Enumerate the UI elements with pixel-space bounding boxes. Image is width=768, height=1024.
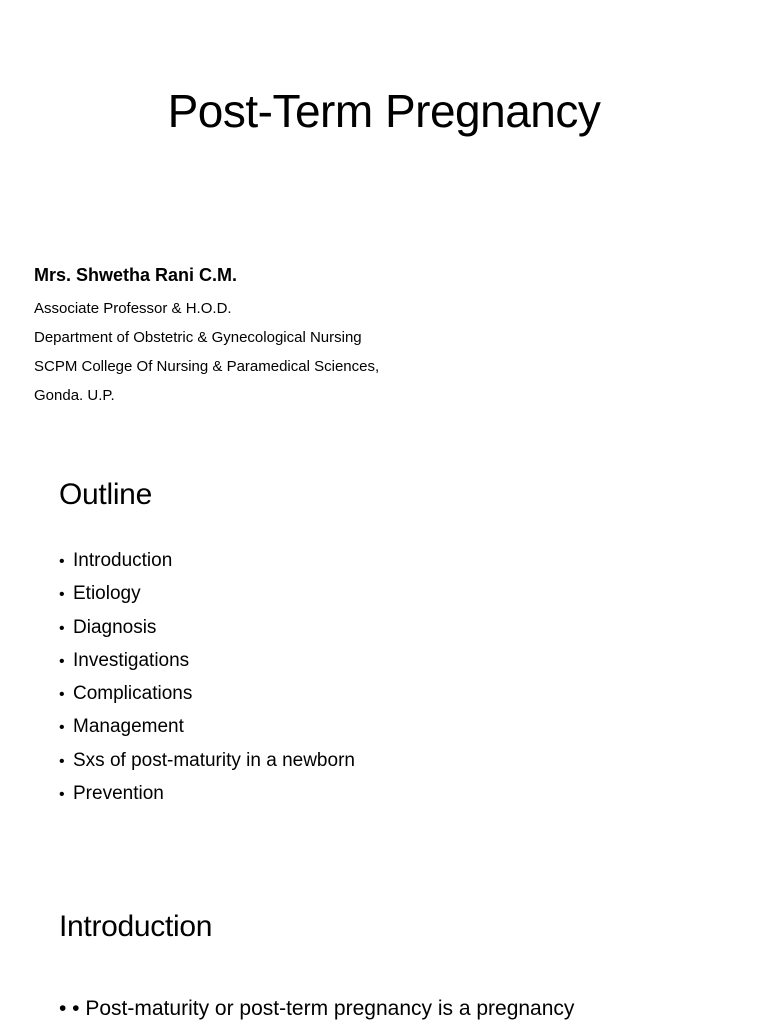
- outline-list: [59, 545, 355, 811]
- outline-item-label: Introduction: [73, 550, 173, 571]
- outline-item-label: Management: [73, 716, 184, 738]
- outline-item: [59, 578, 355, 611]
- introduction-heading: Introduction: [59, 910, 213, 943]
- outline-item-label: Sxs of post-maturity in a newborn: [73, 749, 355, 771]
- outline-item: [59, 711, 355, 744]
- author-block: [34, 262, 734, 410]
- outline-item: [59, 745, 355, 778]
- outline-item: [59, 645, 355, 678]
- bullet-icon: •: [59, 786, 65, 804]
- outline-item: [59, 545, 355, 578]
- author-name: Mrs. Shwetha Rani C.M.: [34, 265, 238, 285]
- bullet-icon: •: [59, 586, 65, 604]
- outline-item-label: Etiology: [73, 583, 141, 605]
- outline-item-label: Investigations: [73, 649, 190, 671]
- author-department: Department of Obstetric & Gynecological Nursing: [34, 329, 362, 346]
- outline-heading: Outline: [59, 478, 152, 511]
- introduction-text: • • Post-maturity or post-term pregnancy is a pregnancy: [59, 997, 575, 1020]
- outline-item-label: Diagnosis: [73, 616, 157, 638]
- bullet-icon: •: [59, 719, 65, 737]
- slide-title: Post-Term Pregnancy: [167, 85, 601, 137]
- author-position: Associate Professor & H.O.D.: [34, 300, 232, 317]
- bullet-icon: •: [59, 686, 65, 704]
- bullet-icon: •: [59, 652, 65, 670]
- bullet-icon: •: [59, 553, 65, 570]
- outline-item-label: Complications: [73, 683, 193, 705]
- outline-item: [59, 678, 355, 711]
- outline-item: [59, 612, 355, 645]
- outline-item-label: Prevention: [73, 783, 164, 805]
- author-college: SCPM College Of Nursing & Paramedical Sciences,: [34, 358, 380, 375]
- outline-item: [59, 778, 355, 811]
- bullet-icon: •: [59, 752, 65, 770]
- bullet-icon: •: [59, 619, 65, 637]
- author-location: Gonda. U.P.: [34, 387, 115, 404]
